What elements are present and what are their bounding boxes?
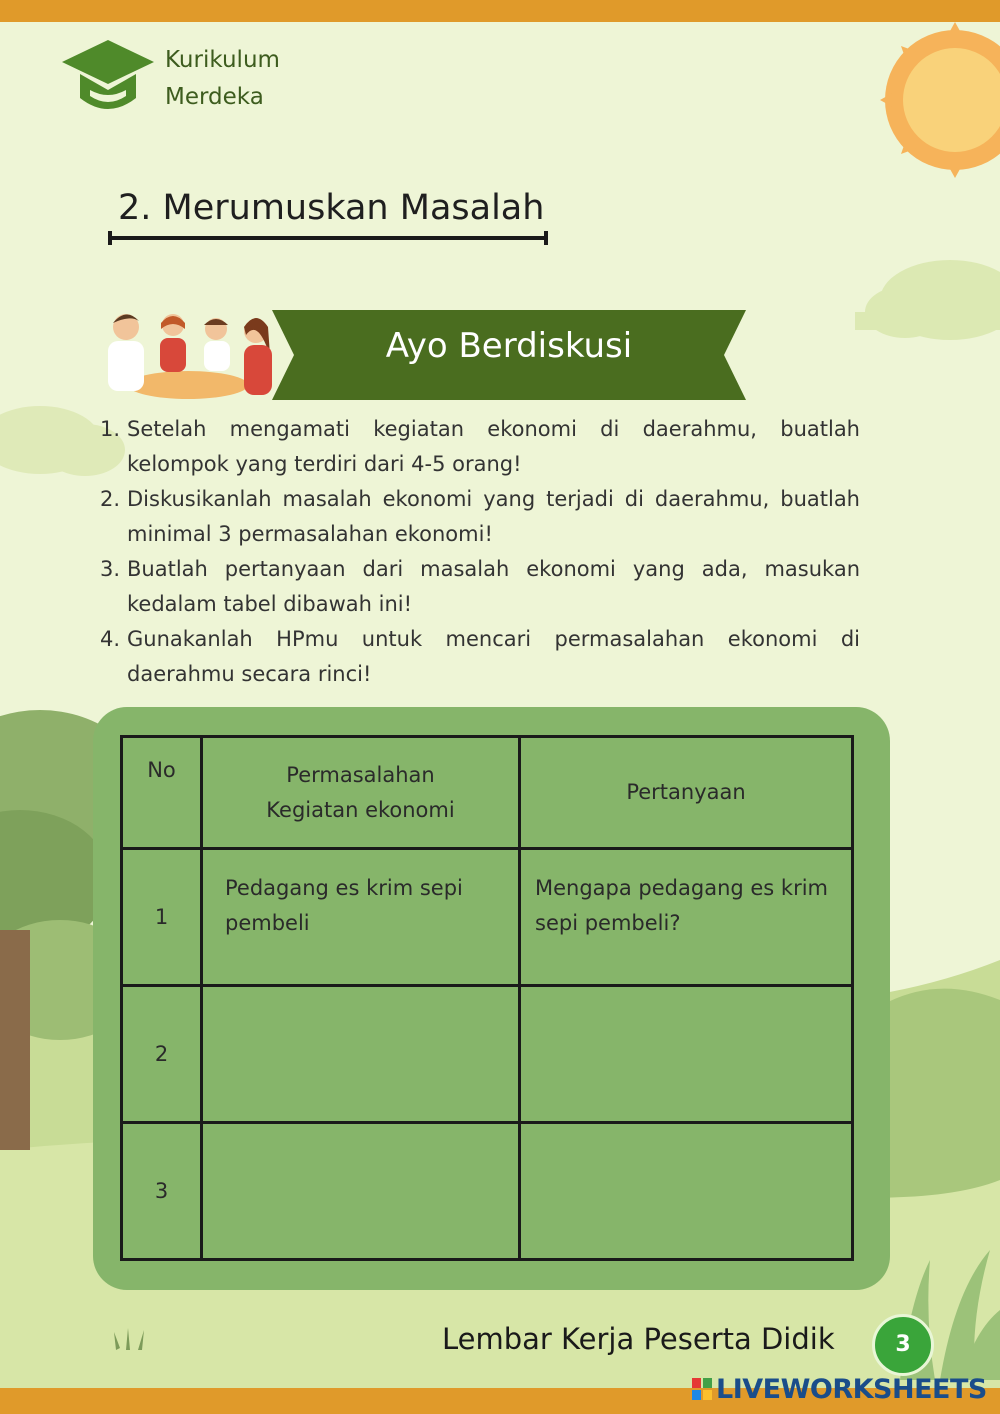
student-2 [160,314,186,372]
title-underline [108,231,548,245]
header-permasalahan-line1: Permasalahan [286,762,435,787]
instruction-number: 4. [100,627,121,651]
instruction-text: Gunakanlah HPmu untuk mencari permasalahan ekonomi di daerahmu secara rinci! [127,627,860,686]
row-number: 3 [122,1123,202,1260]
row-number: 2 [122,986,202,1123]
instruction-item [100,412,860,482]
instruction-item [100,552,860,622]
student-4 [244,318,272,395]
question-cell[interactable]: Mengapa pedagang es krim sepi pembeli? [520,849,853,986]
question-cell[interactable] [520,1123,853,1260]
header-permasalahan-line2: Kegiatan ekonomi [266,797,455,822]
instruction-list [100,412,860,692]
header-permasalahan [202,737,520,849]
problem-cell[interactable]: Pedagang es krim sepi pembeli [202,849,520,986]
liveworksheets-logo-icon [692,1378,712,1400]
banner-title: Ayo Berdiskusi [385,326,633,366]
footer-title: Lembar Kerja Peserta Didik [442,1322,835,1356]
table-row [122,849,853,986]
instruction-text: Setelah mengamati kegiatan ekonomi di daerahmu, buatlah kelompok yang terdiri dari 4-5 orang! [127,417,860,476]
graduation-cap-icon [62,40,154,114]
curriculum-logo-text [165,42,280,116]
header-pertanyaan: Pertanyaan [520,737,853,849]
row-number: 1 [122,849,202,986]
instruction-item [100,622,860,692]
page-number-badge: 3 [872,1314,934,1376]
instruction-text: Diskusikanlah masalah ekonomi yang terjadi di daerahmu, buatlah minimal 3 permasalahan ekonomi! [127,487,860,546]
question-cell[interactable] [520,986,853,1123]
student-3 [204,318,230,371]
logo-line-2: Merdeka [165,84,264,110]
instruction-number: 2. [100,487,121,511]
section-title: 2. Merumuskan Masalah [118,188,545,228]
student-1 [108,314,144,391]
instruction-number: 3. [100,557,121,581]
liveworksheets-text: LIVEWORKSHEETS [716,1374,987,1405]
instruction-item [100,482,860,552]
problem-question-table [120,735,854,1261]
table-header-row [122,737,853,849]
header-no: No [122,737,202,849]
logo-line-1: Kurikulum [165,47,280,73]
problem-cell[interactable] [202,986,520,1123]
grass-tuft-icon [112,1326,148,1350]
instruction-text: Buatlah pertanyaan dari masalah ekonomi yang ada, masukan kedalam tabel dibawah ini! [127,557,860,616]
table-row [122,986,853,1123]
table-row [122,1123,853,1260]
cloud-right [855,260,1000,340]
instruction-number: 1. [100,417,121,441]
students-discussing-illustration [98,305,276,400]
sun-illustration [880,22,1000,178]
problem-cell[interactable] [202,1123,520,1260]
